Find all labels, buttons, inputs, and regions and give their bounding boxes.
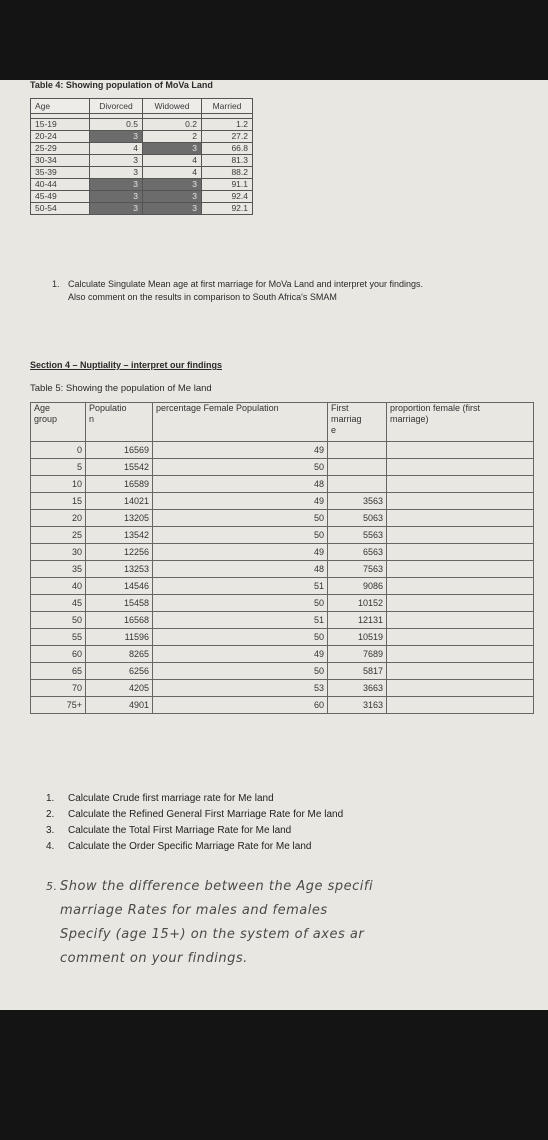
table5-header-age: Age group — [31, 403, 86, 442]
table4-cell: 92.4 — [202, 191, 253, 203]
table-row: 5 15542 50 — [31, 459, 534, 476]
list-item: 3. Calculate the Total First Marriage Rate for Me land — [46, 825, 292, 836]
table4-cell: 92.1 — [202, 203, 253, 215]
table4-cell: 40-44 — [31, 179, 90, 191]
table-row: 35 13253 48 7563 — [31, 561, 534, 578]
table4-header-divorced: Divorced — [90, 99, 143, 114]
list-item: 1. Calculate Crude first marriage rate for Me land — [46, 793, 274, 804]
table4-cell: 3 — [143, 203, 202, 215]
table4-cell: 50-54 — [31, 203, 90, 215]
question-list — [46, 791, 343, 855]
table4-cell: 88.2 — [202, 167, 253, 179]
table-row — [31, 203, 253, 215]
table4-cell: 0.5 — [90, 119, 143, 131]
table-row: 60 8265 49 7689 — [31, 646, 534, 663]
section-heading: Section 4 – Nuptiality – interpret our findings — [30, 360, 223, 370]
table4-cell: 4 — [143, 155, 202, 167]
table4-cell: 4 — [90, 143, 143, 155]
table4-cell: 3 — [143, 179, 202, 191]
table-row: 10 16589 48 — [31, 476, 534, 493]
table-row: 75+ 4901 60 3163 — [31, 697, 534, 714]
handwritten-question-5: 5. Show the difference between the Age specifi marriage Rates for males and females Specify (age 15+) on the system of axes ar comment on your findings. — [46, 879, 374, 966]
table-row — [31, 191, 253, 203]
table-row: 30 12256 49 6563 — [31, 544, 534, 561]
table-row: 20 13205 50 5063 — [31, 510, 534, 527]
table4-cell: 27.2 — [202, 131, 253, 143]
table-row: 25 13542 50 5563 — [31, 527, 534, 544]
table5-header-proportion-female: proportion female (first marriage) — [387, 403, 534, 442]
table4-header-widowed: Widowed — [143, 99, 202, 114]
question-text: Also comment on the results in comparison to South Africa's SMAM — [68, 292, 337, 302]
table4-header-row — [31, 99, 253, 114]
table-row — [31, 119, 253, 131]
table4-cell: 3 — [143, 143, 202, 155]
table4-title: Table 4: Showing population of MoVa Land — [30, 80, 213, 90]
table-row — [31, 143, 253, 155]
table4-cell: 2 — [143, 131, 202, 143]
table-row: 15 14021 49 3563 — [31, 493, 534, 510]
table-row — [31, 155, 253, 167]
table-row: 55 11596 50 10519 — [31, 629, 534, 646]
table4 — [30, 98, 253, 215]
table4-cell: 20-24 — [31, 131, 90, 143]
table4-cell: 3 — [90, 203, 143, 215]
table4-header-age: Age — [31, 99, 90, 114]
document-page — [0, 80, 548, 1010]
table-row — [31, 167, 253, 179]
table5-header-row — [31, 403, 534, 442]
list-item: 2. Calculate the Refined General First Marriage Rate for Me land — [46, 809, 344, 820]
table5 — [30, 402, 534, 714]
table4-cell: 3 — [90, 155, 143, 167]
list-item: 4. Calculate the Order Specific Marriage Rate for Me land — [46, 841, 312, 852]
table5-header-first-marriage: First marriag e — [328, 403, 387, 442]
table5-header-percentage-female: percentage Female Population — [153, 403, 328, 442]
table4-cell: 3 — [90, 131, 143, 143]
table-row — [31, 131, 253, 143]
table4-cell: 45-49 — [31, 191, 90, 203]
table4-cell: 3 — [143, 191, 202, 203]
table4-cell: 1.2 — [202, 119, 253, 131]
table4-cell: 0.2 — [143, 119, 202, 131]
table4-cell: 25-29 — [31, 143, 90, 155]
table4-cell: 30-34 — [31, 155, 90, 167]
table4-cell: 3 — [90, 167, 143, 179]
table5-title: Table 5: Showing the population of Me land — [30, 383, 212, 394]
question-1 — [52, 278, 532, 304]
table-row: 50 16568 51 12131 — [31, 612, 534, 629]
table4-cell: 15-19 — [31, 119, 90, 131]
question-text: Calculate Singulate Mean age at first marriage for MoVa Land and interpret your findings. — [68, 279, 424, 289]
table4-cell: 91.1 — [202, 179, 253, 191]
table4-cell: 3 — [90, 179, 143, 191]
table-row: 70 4205 53 3663 — [31, 680, 534, 697]
table-row — [31, 179, 253, 191]
table4-cell: 35-39 — [31, 167, 90, 179]
table-row: 45 15458 50 10152 — [31, 595, 534, 612]
question-number: 1. — [52, 279, 60, 289]
table4-cell: 4 — [143, 167, 202, 179]
table-row: 40 14546 51 9086 — [31, 578, 534, 595]
table-row: 0 16569 49 — [31, 442, 534, 459]
table4-header-married: Married — [202, 99, 253, 114]
table4-cell: 66.8 — [202, 143, 253, 155]
table-row: 65 6256 50 5817 — [31, 663, 534, 680]
table5-header-population: Populatio n — [86, 403, 153, 442]
table4-cell: 3 — [90, 191, 143, 203]
table4-cell: 81.3 — [202, 155, 253, 167]
